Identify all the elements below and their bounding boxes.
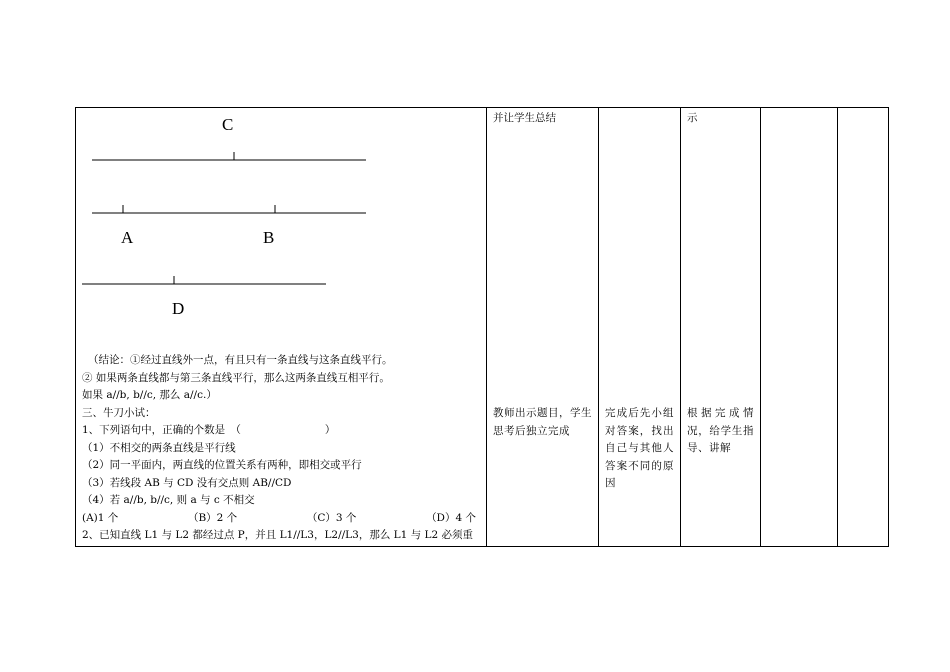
conclusion-line: ② 如果两条直线都与第三条直线平行，那么这两条直线互相平行。 <box>82 371 390 384</box>
lesson-plan-table <box>75 107 889 547</box>
content-cell <box>76 108 487 547</box>
question-1-choices <box>82 510 480 528</box>
label-a: A <box>121 228 134 247</box>
question-item: （3）若线段 AB 与 CD 没有交点则 AB//CD <box>82 476 292 489</box>
student-activity-cell <box>599 108 681 547</box>
parallel-lines-diagram <box>76 108 487 348</box>
conclusion-line: 如果 a//b, b//c, 那么 a//c.） <box>82 389 217 401</box>
empty-cell <box>761 108 838 547</box>
choice-c: （C）3 个 <box>306 511 357 524</box>
choice-b: （B）2 个 <box>187 511 238 524</box>
conclusion-line: （结论：①经过直线外一点，有且只有一条直线与这条直线平行。 <box>88 354 393 366</box>
question-2-stem: 2、已知直线 L1 与 L2 都经过点 P，并且 L1//L3，L2//L3，那么 L1 与 L2 必须重 <box>82 529 473 541</box>
empty-cell <box>838 108 889 547</box>
question-item: （1）不相交的两条直线是平行线 <box>82 441 236 454</box>
design-intent-cell <box>681 108 761 547</box>
question-item: （4）若 a//b, b//c, 则 a 与 c 不相交 <box>82 494 255 506</box>
question-item: （2）同一平面内，两直线的位置关系有两种，即相交或平行 <box>82 459 362 471</box>
label-b: B <box>263 228 275 247</box>
section-title: 三、牛刀小试： <box>82 406 156 419</box>
teacher-lower-text: 教师出示题目，学生思考后独立完成 <box>493 407 592 437</box>
label-d: D <box>172 299 185 318</box>
teacher-activity-cell <box>487 108 599 547</box>
intent-lower-text: 根据完成情况，给学生指导、讲解 <box>687 407 754 454</box>
intent-top-text: 示 <box>687 112 698 124</box>
question-1-stem: 1、下列语句中，正确的个数是 （ ） <box>82 424 336 436</box>
choice-d: （D）4 个 <box>426 511 476 524</box>
label-c: C <box>222 115 234 134</box>
teacher-top-text: 并让学生总结 <box>493 112 556 124</box>
text-block <box>82 352 480 545</box>
student-lower-text: 完成后先小组对答案，找出自己与其他人答案不同的原因 <box>605 407 674 489</box>
choice-a: (A)1 个 <box>82 511 119 524</box>
